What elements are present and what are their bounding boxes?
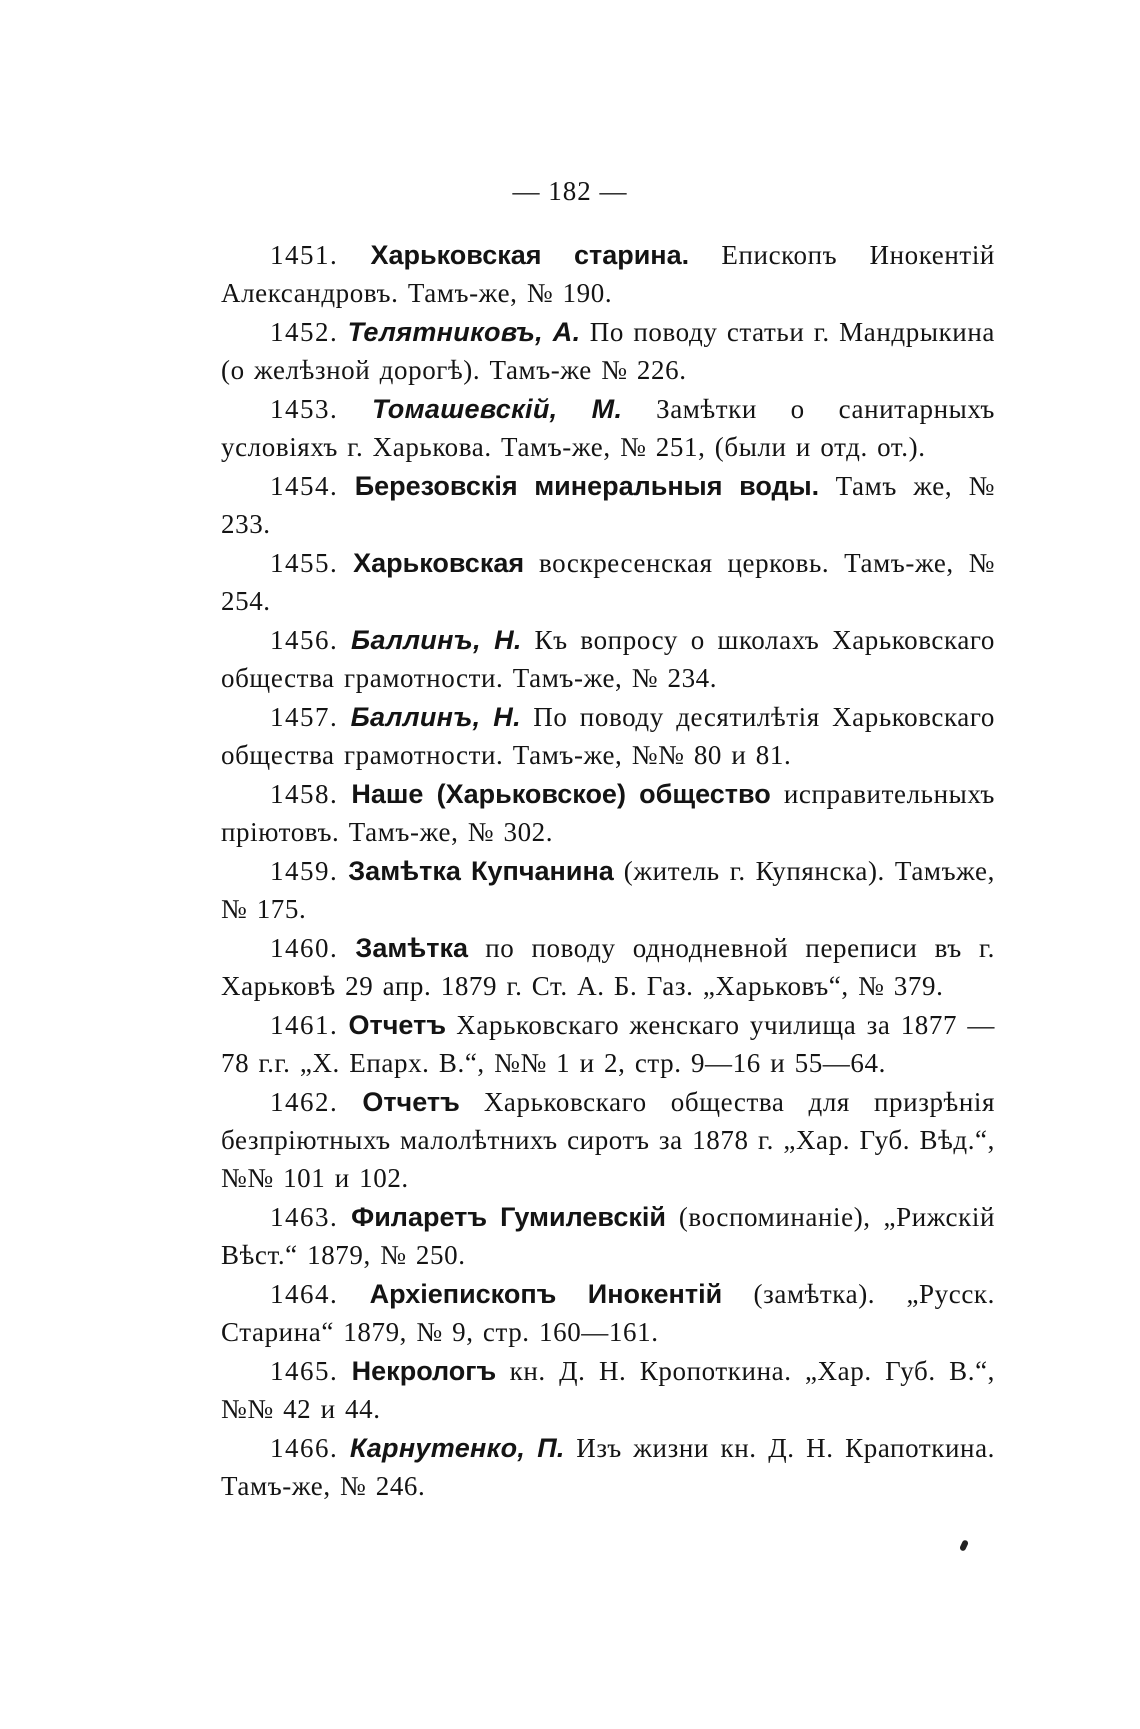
bibliography-entry	[221, 621, 995, 697]
entry-title: Отчетъ	[348, 1010, 446, 1040]
entry-title: Некрологъ	[351, 1356, 497, 1386]
entry-number: 1465.	[270, 1356, 339, 1386]
bibliography-entry	[221, 236, 995, 312]
entry-author: Томашевскій, М.	[372, 394, 623, 424]
entry-number: 1456.	[270, 625, 339, 655]
entry-text: по поводу однодневной переписи въ г. Харьковѣ 29 апр. 1879 г. Ст. А. Б. Газ. „Харьковъ“, № 379.	[221, 933, 995, 1001]
entry-title: Отчетъ	[362, 1087, 460, 1117]
entry-number: 1457.	[270, 702, 339, 732]
entry-text: Харьковскаго общества для призрѣнія безпріютныхъ малолѣтнихъ сиротъ за 1878 г. „Хар. Губ. Вѣд.“, №№ 101 и 102.	[221, 1087, 995, 1193]
entry-number: 1451.	[270, 240, 339, 270]
bibliography-entry	[221, 775, 995, 851]
bibliography-entry	[221, 313, 995, 389]
bibliography-entry	[221, 1006, 995, 1082]
entry-number: 1461.	[270, 1010, 339, 1040]
entry-text: (воспоминаніе), „Рижскій Вѣст.“ 1879, № 250.	[221, 1202, 995, 1270]
entry-number: 1452.	[270, 317, 339, 347]
ink-speck	[959, 1539, 969, 1552]
entry-number: 1462.	[270, 1087, 339, 1117]
entry-text: По поводу десятилѣтія Харьковскаго общества грамотности. Тамъ-же, №№ 80 и 81.	[221, 702, 995, 770]
entry-title: Архіепископъ Инокентій	[369, 1279, 723, 1309]
entry-number: 1460.	[270, 933, 339, 963]
bibliography-entry	[221, 467, 995, 543]
bibliography-entry	[221, 1275, 995, 1351]
bibliography-entry	[221, 1429, 995, 1505]
bibliography-entry	[221, 852, 995, 928]
entry-author: Баллинъ, Н.	[351, 625, 522, 655]
entry-text: (замѣтка). „Русск. Старина“ 1879, № 9, стр. 160—161.	[221, 1279, 996, 1347]
bibliography-entry	[221, 929, 995, 1005]
entry-text: Епископъ Инокентій Александровъ. Тамъ-же, № 190.	[221, 240, 995, 308]
entry-number: 1464.	[270, 1279, 339, 1309]
entry-title: Харьковская старина.	[370, 240, 690, 270]
entry-number: 1455.	[270, 548, 339, 578]
bibliography-entry	[221, 1352, 995, 1428]
bibliography-entry	[221, 698, 995, 774]
entry-author: Телятниковъ, А.	[347, 317, 581, 347]
entry-text: исправительныхъ пріютовъ. Тамъ-же, № 302.	[221, 779, 995, 847]
entry-text: Замѣтки о санитарныхъ условіяхъ г. Харькова. Тамъ-же, № 251, (были и отд. от.).	[221, 394, 995, 462]
entry-author: Баллинъ, Н.	[350, 702, 521, 732]
entry-text: Къ вопросу о школахъ Харьковскаго общества грамотности. Тамъ-же, № 234.	[221, 625, 996, 693]
entry-text: По поводу статьи г. Мандрыкина (о желѣзной дорогѣ). Тамъ-же № 226.	[221, 317, 995, 385]
entry-number: 1458.	[270, 779, 339, 809]
entry-title: Замѣтка Купчанина	[348, 856, 614, 886]
entry-text: Изъ жизни кн. Д. Н. Крапоткина. Тамъ-же, № 246.	[221, 1433, 995, 1501]
entry-text: воскресенская церковь. Тамъ-же, № 254.	[221, 548, 995, 616]
entry-text: Харьковскаго женскаго училища за 1877 —78 г.г. „Х. Епарх. В.“, №№ 1 и 2, стр. 9—16 и 55—64.	[221, 1010, 995, 1078]
entry-title: Харьковская	[353, 548, 525, 578]
entry-number: 1459.	[270, 856, 339, 886]
entry-title: Наше (Харьковское) общество	[351, 779, 771, 809]
bibliography-entry	[221, 1198, 995, 1274]
entry-number: 1466.	[270, 1433, 339, 1463]
entry-text: (житель г. Купянска). Тамъже, № 175.	[221, 856, 995, 924]
bibliography-entry	[221, 390, 995, 466]
entry-title: Филаретъ Гумилевскій	[351, 1202, 666, 1232]
bibliography-list	[221, 236, 995, 1506]
entry-number: 1463.	[270, 1202, 339, 1232]
bibliography-entry	[221, 1083, 995, 1197]
entry-number: 1453.	[270, 394, 339, 424]
bibliography-entry	[221, 544, 995, 620]
entry-title: Замѣтка	[355, 933, 469, 963]
page-number: — 182 —	[512, 176, 628, 206]
entry-text: кн. Д. Н. Кропоткина. „Хар. Губ. В.“, №№ 42 и 44.	[221, 1356, 995, 1424]
entry-title: Березовскія минеральныя воды.	[354, 471, 820, 501]
entry-text: Тамъ же, № 233.	[221, 471, 995, 539]
entry-author: Карнутенко, П.	[349, 1433, 565, 1463]
entry-number: 1454.	[270, 471, 339, 501]
